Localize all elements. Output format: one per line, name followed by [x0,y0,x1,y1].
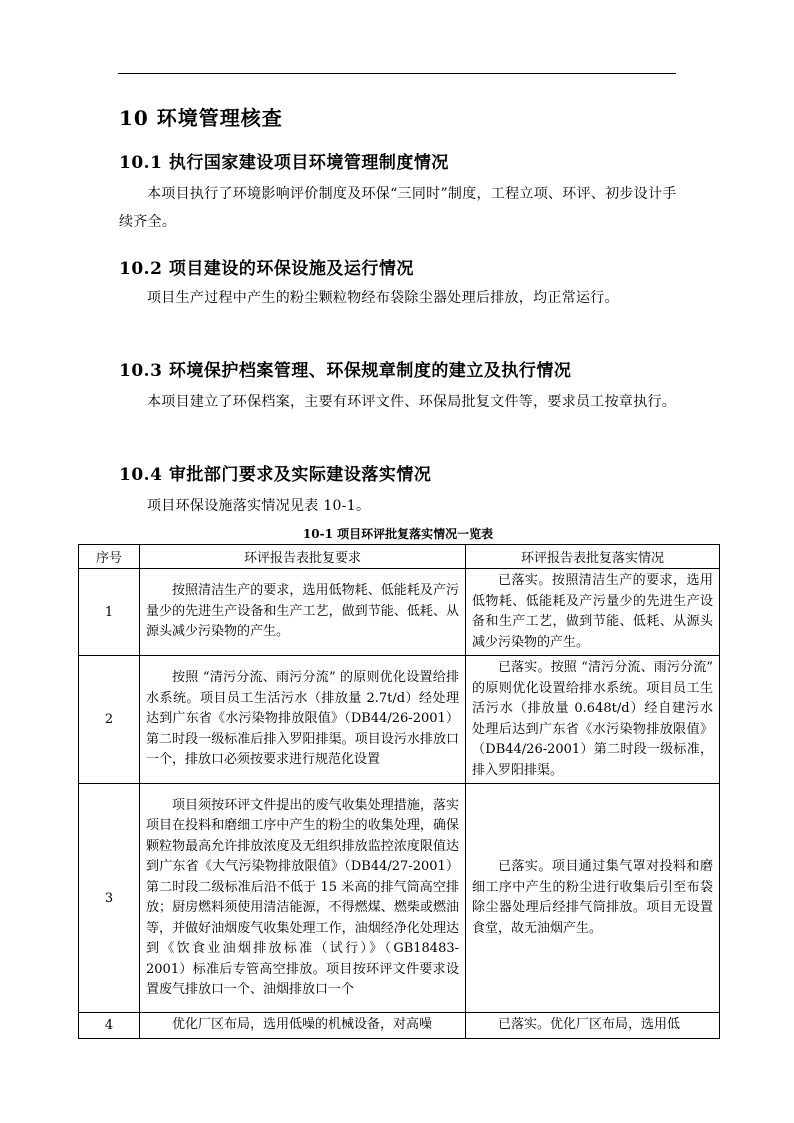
subsection-heading-10-3: 10.3 环境保护档案管理、环保规章制度的建立及执行情况 [119,361,572,381]
subsection-body-10-2: 项目生产过程中产生的粉尘颗粒物经布袋除尘器处理后排放，均正常运行。 [147,290,619,306]
table-header-row [79,545,720,569]
header-requirement: 环评报告表批复要求 [140,545,466,569]
row-requirement: 按照 “清污分流、雨污分流” 的原则优化设置给排水系统。项目员工生活污水（排放量 2.7t/d）经处理达到广东省《水污染物排放限值》（DB44/26-2001）第二时段一级标准后排入罗阳排渠。项目设污水排放口一个，排放口必须按要求进行规范化设置 [140,656,466,784]
row-implementation: 已落实。优化厂区布局，选用低 [466,1013,720,1039]
subsection-heading-10-2: 10.2 项目建设的环保设施及运行情况 [119,259,414,279]
row-no: 3 [79,784,140,1013]
subsection-body-10-4: 项目环保设施落实情况见表 10-1。 [147,498,371,514]
row-no: 4 [79,1013,140,1039]
subsection-heading-10-4: 10.4 审批部门要求及实际建设落实情况 [119,465,432,485]
row-requirement: 项目须按环评文件提出的废气收集处理措施，落实项目在投料和磨细工序中产生的粉尘的收集处理，确保颗粒物最高允许排放浓度及无组织排放监控浓度限值达到广东省《大气污染物排放限值》（DB44/27-2001）第二时段二级标准后沿不低于 15 米高的排气筒高空排放；厨房燃料须使用清洁能源，不得燃煤、燃柴或燃油等，并做好油烟废气收集处理工作，油烟经净化处理达到《饮食业油烟排放标准（试行）》（GB18483-2001）标准后专管高空排放。项目按环评文件要求设置废气排放口一个、油烟排放口一个 [140,784,466,1013]
subsection-heading-10-1: 10.1 执行国家建设项目环境管理制度情况 [119,153,449,173]
header-implementation: 环评报告表批复落实情况 [466,545,720,569]
table-row [79,569,720,656]
header-no: 序号 [79,545,140,569]
row-no: 1 [79,569,140,656]
approval-table [78,544,720,1039]
subsection-body-10-1: 本项目执行了环境影响评价制度及环保“三同时”制度，工程立项、环评、初步设计手续齐全。 [119,186,677,230]
row-requirement: 优化厂区布局，选用低噪的机械设备，对高噪 [140,1013,466,1039]
table-row [79,784,720,1013]
header-rule [118,73,676,74]
table-row [79,1013,720,1039]
row-no: 2 [79,656,140,784]
row-implementation: 已落实。按照清洁生产的要求，选用低物耗、低能耗及产污量少的先进生产设备和生产工艺，做到节能、低耗、从源头减少污染物的产生。 [466,569,720,656]
section-title: 10 环境管理核查 [119,106,283,130]
row-implementation: 已落实。按照 “清污分流、雨污分流” 的原则优化设置给排水系统。项目员工生活污水（排放量 0.648t/d）经自建污水处理后达到广东省《水污染物排放限值》（DB44/26-2001）第二时段一级标准，排入罗阳排渠。 [466,656,720,784]
subsection-body-10-3: 本项目建立了环保档案，主要有环评文件、环保局批复文件等，要求员工按章执行。 [147,394,677,410]
table-caption: 10-1 项目环评批复落实情况一览表 [302,527,494,541]
table-row [79,656,720,784]
row-implementation: 已落实。项目通过集气罩对投料和磨细工序中产生的粉尘进行收集后引至布袋除尘器处理后经排气筒排放。项目无设置食堂，故无油烟产生。 [466,784,720,1013]
row-requirement: 按照清洁生产的要求，选用低物耗、低能耗及产污量少的先进生产设备和生产工艺，做到节能、低耗、从源头减少污染物的产生。 [140,569,466,656]
